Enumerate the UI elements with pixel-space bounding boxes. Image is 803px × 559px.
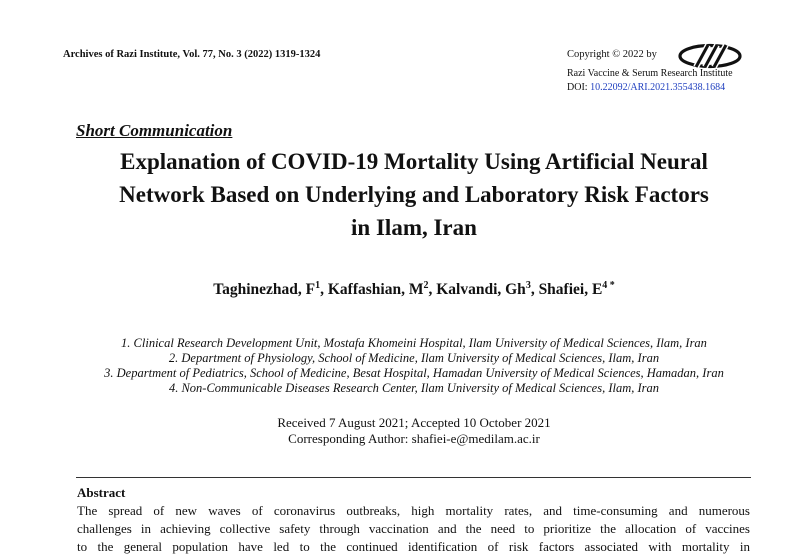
affiliation-item: 4. Non-Communicable Diseases Research Center, Ilam University of Medical Sciences, Ilam, Iran: [168, 381, 660, 395]
affiliation-item: 2. Department of Physiology, School of Medicine, Ilam University of Medical Sciences, Ilam, Iran: [168, 351, 660, 365]
doi-label: DOI:: [567, 82, 588, 93]
author-name: Kaffashian, M: [327, 281, 424, 299]
author-list: Taghinezhad, $F^1$, Kaffashian, $M^2$, Kalvandi, Gh$^3$, Shafiei, $E^{4 *}$: [213, 280, 615, 299]
copyright-notice: Copyright © 2022 by: [567, 49, 657, 60]
article-dates: [60, 415, 768, 447]
title-line: in Ilam, Iran: [351, 215, 477, 240]
abstract-line: to the general population have led to the continued identification of risk factors associated with mortality in: [77, 539, 750, 554]
author-affiliation-mark: 4 *: [602, 280, 615, 291]
doi-line: [567, 82, 725, 93]
title-line: Network Based on Underlying and Laboratory Risk Factors: [119, 182, 709, 207]
doi-link[interactable]: 10.22092/ARI.2021.355438.1684: [590, 82, 726, 93]
affiliation-list: [40, 336, 788, 396]
title-line: Explanation of COVID-19 Mortality Using Artificial Neural: [120, 149, 708, 174]
received-accepted-dates: Received 7 August 2021; Accepted 10 October 2021: [277, 415, 551, 430]
institute-name: Razi Vaccine & Serum Research Institute: [567, 68, 733, 79]
section-divider: [76, 477, 751, 478]
author-affiliation-mark: 1: [315, 280, 321, 291]
author-affiliation-mark: 2: [423, 280, 429, 291]
abstract-text: [77, 502, 750, 556]
article-type: Short Communication: [76, 121, 233, 140]
author-affiliation-mark: 3: [525, 280, 531, 291]
article-title: [60, 145, 768, 244]
journal-citation: Archives of Razi Institute, Vol. 77, No. 3 (2022) 1319-1324: [63, 49, 321, 60]
abstract-heading: Abstract: [77, 485, 126, 500]
affiliation-item: 3. Department of Pediatrics, School of Medicine, Besat Hospital, Hamadan University of Medical Sciences, Hamadan, Iran: [104, 366, 724, 380]
abstract-line: challenges in achieving collective safety through vaccination and the need to prioritize the allocation of vaccines: [77, 521, 750, 536]
author-name: Shafiei, E: [538, 281, 603, 299]
institute-logo-icon: [668, 42, 746, 70]
author-name: Taghinezhad, F: [213, 281, 316, 299]
affiliation-item: 1. Clinical Research Development Unit, Mostafa Khomeini Hospital, Ilam University of Medical Sciences, Ilam, Iran: [121, 336, 707, 350]
abstract-line: The spread of new waves of coronavirus outbreaks, high mortality rates, and time-consuming and numerous: [77, 503, 750, 518]
author-name: Kalvandi, Gh: [436, 281, 526, 299]
corresponding-author: Corresponding Author: shafiei-e@medilam.ac.ir: [288, 431, 540, 446]
